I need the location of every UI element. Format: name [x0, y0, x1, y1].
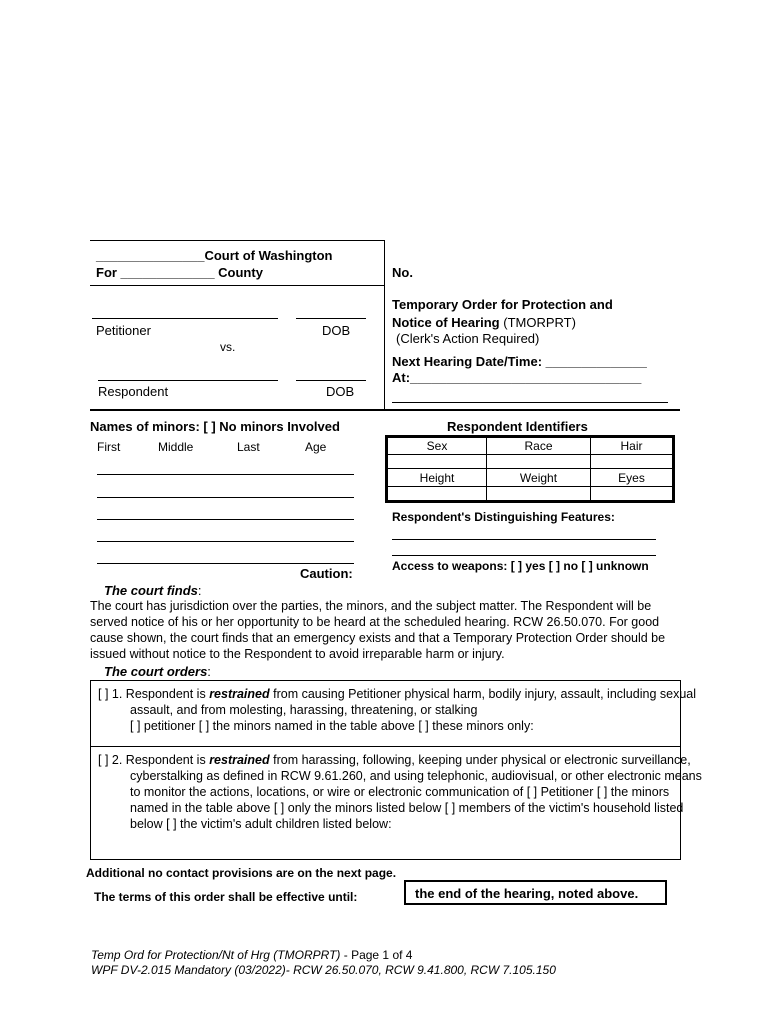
court-name-line: _______________Court of Washington [96, 248, 333, 263]
orders-heading [104, 664, 211, 679]
additional-provisions-note: Additional no contact provisions are on the next page. [86, 866, 397, 880]
height-value[interactable] [387, 487, 487, 502]
order-item-2[interactable] [98, 752, 702, 832]
hair-value[interactable] [591, 455, 674, 469]
minor-row-2[interactable] [97, 497, 354, 498]
case-number-label: No. [392, 265, 413, 280]
hearing-location-field[interactable]: At:________________________________ [392, 370, 642, 385]
petitioner-dob-field[interactable] [296, 318, 366, 319]
caption-bottom-rule [90, 409, 680, 411]
sex-value[interactable] [387, 455, 487, 469]
minor-row-3[interactable] [97, 519, 354, 520]
order-item-2-prefix: [ ] 2. Respondent is [98, 753, 210, 767]
minors-heading: Names of minors: [ ] No minors Involved [90, 419, 340, 434]
order-item-1[interactable] [98, 686, 700, 718]
findings-heading-text: The court finds [104, 583, 198, 598]
orders-heading-text: The court orders [104, 664, 208, 679]
petitioner-label: Petitioner [96, 323, 151, 338]
height-header: Height [387, 469, 487, 487]
minors-col-last: Last [237, 440, 260, 454]
identifiers-heading: Respondent Identifiers [447, 419, 588, 434]
findings-heading-colon: : [197, 583, 202, 598]
minors-col-first: First [97, 440, 121, 454]
minor-row-5[interactable] [97, 563, 354, 564]
orders-divider [90, 746, 681, 747]
minors-col-middle: Middle [158, 440, 194, 454]
hearing-location-extra-line[interactable] [392, 402, 668, 403]
weight-header: Weight [487, 469, 591, 487]
minor-row-4[interactable] [97, 541, 354, 542]
distinguishing-features-line-1[interactable] [392, 539, 656, 540]
minor-row-1[interactable] [97, 474, 354, 475]
title-form-code: (TMORPRT) [499, 315, 576, 330]
race-value[interactable] [487, 455, 591, 469]
eyes-header: Eyes [591, 469, 674, 487]
county-line: For _____________ County [96, 265, 263, 280]
respondent-dob-label: DOB [326, 384, 355, 399]
findings-text: The court has jurisdiction over the parties, the minors, and the subject matter. The Respondent will be served notice of his or her opportunity to be heard at the scheduled hearing. RCW 26.50.070. For good cause shown, the court finds that an emergency exists and that a Temporary Protection Order should be issued without notice to the Respondent to avoid irreparable harm or injury. [90, 599, 666, 661]
respondent-label: Respondent [98, 384, 169, 399]
title-line2-bold: Notice of Hearing [392, 315, 500, 330]
effective-until-value: the end of the hearing, noted above. [415, 886, 639, 901]
order-item-2-restrained: restrained [209, 753, 270, 767]
effective-until-label: The terms of this order shall be effective until: [94, 890, 358, 904]
respondent-name-field[interactable] [98, 380, 278, 381]
vs-label: vs. [220, 340, 236, 354]
eyes-value[interactable] [591, 487, 674, 502]
caption-top-rule [90, 240, 384, 241]
respondent-dob-field[interactable] [296, 380, 366, 381]
weapons-access-options[interactable]: Access to weapons: [ ] yes [ ] no [ ] unknown [392, 559, 649, 573]
order-item-1-options[interactable]: [ ] petitioner [ ] the minors named in the table above [ ] these minors only: [130, 719, 534, 733]
petitioner-name-field[interactable] [92, 318, 278, 319]
title-line1: Temporary Order for Protection and [392, 297, 613, 312]
distinguishing-features-line-2[interactable] [392, 555, 656, 556]
caption-divider [384, 240, 385, 410]
order-item-1-prefix: [ ] 1. Respondent is [98, 687, 210, 701]
sex-header: Sex [387, 437, 487, 455]
weight-value[interactable] [487, 487, 591, 502]
title-line2 [392, 315, 576, 330]
race-header: Race [487, 437, 591, 455]
order-item-1-restrained: restrained [209, 687, 270, 701]
caption-court-rule [90, 285, 384, 286]
minors-col-age: Age [305, 440, 327, 454]
footer-form-name: Temp Ord for Protection/Nt of Hrg (TMORPRT) [91, 948, 341, 962]
footer-form-title [91, 948, 412, 962]
order-item-2-text: from harassing, following, keeping under physical or electronic surveillance, cyberstalking as defined in RCW 9.61.260, and using telephonic, audiovisual, or other electronic means to monitor the actions, locations, or wire or electronic communication of [ ] Petitioner [ ] the minors named in the table above [ ] only the minors listed below [ ] members of the victim's household listed below [ ] the victim's adult children listed below: [130, 753, 702, 831]
petitioner-dob-label: DOB [322, 323, 351, 338]
hair-header: Hair [591, 437, 674, 455]
distinguishing-features-label: Respondent's Distinguishing Features: [392, 510, 615, 524]
footer-page-number: - Page 1 of 4 [340, 948, 413, 962]
clerk-action-note: (Clerk's Action Required) [396, 331, 540, 346]
identifiers-table [385, 435, 675, 503]
footer-form-citation: WPF DV-2.015 Mandatory (03/2022)- RCW 26.50.070, RCW 9.41.800, RCW 7.105.150 [91, 963, 556, 977]
findings-heading [104, 583, 202, 598]
next-hearing-date-field[interactable]: Next Hearing Date/Time: ______________ [392, 354, 647, 369]
caution-label: Caution: [300, 566, 353, 581]
order-item-1-text: from causing Petitioner physical harm, bodily injury, assault, including sexual assault, and from molesting, harassing, threatening, or stalking [130, 687, 697, 717]
orders-heading-colon: : [207, 664, 211, 679]
